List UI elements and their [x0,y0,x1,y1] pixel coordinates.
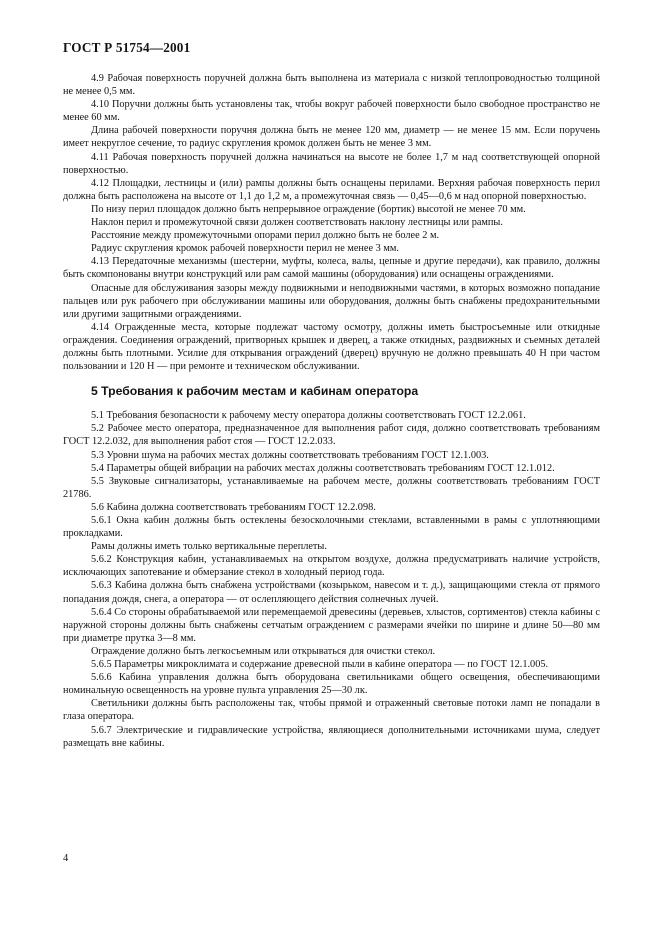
paragraph: Длина рабочей поверхности поручня должна быть не менее 120 мм, диаметр — не менее 15 мм. Если поручень имеет некруглое сечение, то радиус скругления кромок должен быть не менее 3 мм. [63,125,600,150]
paragraph: Светильники должны быть расположены так, чтобы прямой и отраженный световые потоки ламп не попадали в глаза оператора. [63,698,600,723]
page-number: 4 [63,853,69,864]
paragraph: Наклон перил и промежуточной связи должен соответствовать наклону лестницы или рампы. [91,217,503,229]
paragraph: 5.5 Звуковые сигнализаторы, устанавливаемые на рабочем месте, должны соответствовать требованиям ГОСТ 21786. [63,475,600,500]
paragraph: 4.11 Рабочая поверхность поручней должна начинаться на высоте не более 1,7 м над соответствующей опорной поверхностью. [63,151,600,176]
paragraph: 5.6.6 Кабина управления должна быть оборудована светильниками общего освещения, обеспечивающими номинальную освещенность на уровне пульта управления 25—30 лк. [63,672,600,697]
paragraph: 5.6.4 Со стороны обрабатываемой или перемещаемой древесины (деревьев, хлыстов, сортиментов) стекла кабины с наружной стороны должны быть снабжены сетчатым ограждением с размерами ячейки по ширине и длине 50—80 мм при диаметре прутка 3—8 мм. [63,606,600,644]
paragraph: 5.6.7 Электрические и гидравлические устройства, являющиеся дополнительными источниками шума, следует размещать вне кабины. [63,724,600,749]
paragraph: 5.4 Параметры общей вибрации на рабочих местах должны соответствовать требованиям ГОСТ 12.1.012. [91,462,555,474]
paragraph: 5.6.3 Кабина должна быть снабжена устройствами (козырьком, навесом и т. д.), защищающими стекла от прямого попадания дождя, снега, а оператора — от ослепляющего действия солнечных лучей. [63,580,600,605]
paragraph: Радиус скругления кромок рабочей поверхности перил не менее 3 мм. [91,243,399,255]
paragraph: 4.10 Поручни должны быть установлены так, чтобы вокруг рабочей поверхности было свободное пространство не менее 60 мм. [63,99,600,124]
paragraph: По низу перил площадок должно быть непрерывное ограждение (бортик) высотой не менее 70 мм. [91,203,526,215]
paragraph: 5.3 Уровни шума на рабочих местах должны соответствовать требованиям ГОСТ 12.1.003. [91,449,489,461]
paragraph: 5.2 Рабочее место оператора, предназначенное для выполнения работ сидя, должно соответствовать требованиям ГОСТ 12.2.032, для выполнения работ стоя — ГОСТ 12.2.033. [63,423,600,448]
document-body [63,72,600,750]
paragraph: 5.6 Кабина должна соответствовать требованиям ГОСТ 12.2.098. [91,501,376,513]
paragraph: 4.9 Рабочая поверхность поручней должна быть выполнена из материала с низкой теплопроводностью толщиной не менее 0,5 мм. [63,73,600,98]
paragraph: Расстояние между промежуточными опорами перил должно быть не более 2 м. [91,230,440,242]
paragraph: 4.14 Огражденные места, которые подлежат частому осмотру, должны иметь быстросъемные или откидные ограждения. Соединения ограждений, притворных крышек и дверец, а также откидных, раздвижных и съемных деталей должны быть плотными. Усилие для открывания ограждений (дверец) вручную не должно превышать 40 Н при частом пользовании и 120 Н — при ремонте и техническом обслуживании. [63,321,600,373]
paragraph: 4.12 Площадки, лестницы и (или) рампы должны быть оснащены перилами. Верхняя рабочая поверхность перил должна быть расположена на высоте от 1,1 до 1,2 м, а промежуточная связь — 0,45—0,6 м над опорной поверхностью. [63,177,600,202]
paragraph: 5.6.1 Окна кабин должны быть остеклены безосколочными стеклами, вставленными в рамы с уплотняющими прокладками. [63,515,600,540]
paragraph: Ограждение должно быть легкосъемным или открываться для очистки стекол. [91,645,436,657]
paragraph: Рамы должны иметь только вертикальные переплеты. [91,541,327,553]
paragraph: 5.6.5 Параметры микроклимата и содержание древесной пыли в кабине оператора — по ГОСТ 12.1.005. [91,659,549,671]
paragraph: 5.6.2 Конструкция кабин, устанавливаемых на открытом воздухе, должна предусматривать наличие устройств, исключающих запотевание и обмерзание стекол в холодный период года. [63,554,600,579]
paragraph: 4.13 Передаточные механизмы (шестерни, муфты, колеса, валы, цепные и другие передачи), как правило, должны быть скомпонованы внутри конструкций или рам самой машины (оборудования) или оснащены ограждениями. [63,256,600,281]
standard-header: ГОСТ Р 51754—2001 [63,40,191,55]
section-heading: 5 Требования к рабочим местам и кабинам оператора [91,384,419,399]
paragraph: 5.1 Требования безопасности к рабочему месту оператора должны соответствовать ГОСТ 12.2.061. [91,410,526,422]
paragraph: Опасные для обслуживания зазоры между подвижными и неподвижными частями, в которых возможно попадание пальцев или рук рабочего при обслуживании машины или оборудования, должны быть снабжены предохранительными или другими защитными ограждениями. [63,282,600,320]
